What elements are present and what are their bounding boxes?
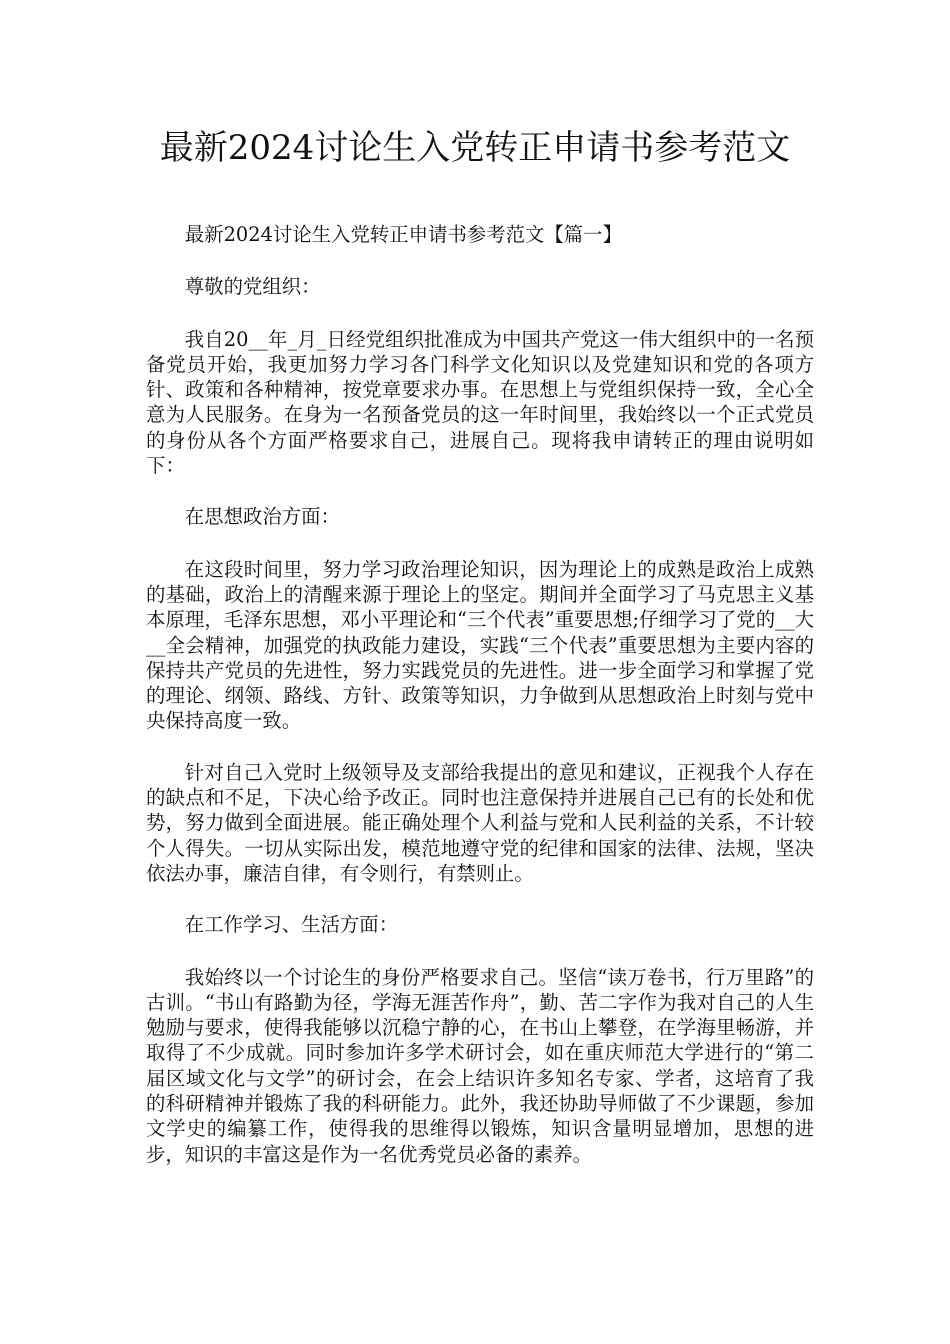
paragraph-intro: 我自20__年_月_日经党组织批准成为中国共产党这一伟大组织中的一名预备党员开始，我更加努力学习各门科学文化知识以及党建知识和党的各项方针、政策和各种精神，按党章要求办事。在思想上与党组织保持一致，全心全意为人民服务。在身为一名预备党员的这一年时间里，我始终以一个正式党员的身份从各个方面严格要求自己，进展自己。现将我申请转正的理由说明如下：	[146, 327, 814, 478]
subheading-political: 在思想政治方面：	[184, 505, 340, 529]
section-heading: 最新2024讨论生入党转正申请书参考范文【篇一】	[184, 223, 622, 246]
document-title: 最新2024讨论生入党转正申请书参考范文	[159, 128, 791, 168]
salutation: 尊敬的党组织：	[184, 275, 321, 299]
document-body	[146, 222, 814, 1193]
paragraph-self-improvement: 针对自己入党时上级领导及支部给我提出的意见和建议，正视我个人存在的缺点和不足，下决心给予改正。同时也注意保持并进展自己已有的长处和优势，努力做到全面进展。能正确处理个人利益与党和人民利益的关系，不计较个人得失。一切从实际出发，模范地遵守党的纪律和国家的法律、法规，坚决依法办事，廉洁自律，有令则行，有禁则止。	[146, 760, 814, 885]
paragraph-political-study: 在这段时间里，努力学习政治理论知识，因为理论上的成熟是政治上成熟的基础，政治上的清醒来源于理论上的坚定。期间并全面学习了马克思主义基本原理，毛泽东思想，邓小平理论和“三个代表”重要思想;仔细学习了党的__大__全会精神，加强党的执政能力建设，实践“三个代表”重要思想为主要内容的保持共产党员的先进性，努力实践党员的先进性。进一步全面学习和掌握了党的理论、纲领、路线、方针、政策等知识，力争做到从思想政治上时刻与党中央保持高度一致。	[146, 557, 814, 733]
subheading-work-study: 在工作学习、生活方面：	[184, 913, 399, 937]
paragraph-work-study: 我始终以一个讨论生的身份严格要求自己。坚信“读万卷书，行万里路”的古训。“书山有路勤为径，学海无涯苦作舟”，勤、苦二字作为我对自己的人生勉励与要求，使得我能够以沉稳宁静的心，在书山上攀登，在学海里畅游，并取得了不少成就。同时参加许多学术研讨会，如在重庆师范大学进行的“第二届区域文化与文学”的研讨会，在会上结识许多知名专家、学者，这培育了我的科研精神并锻炼了我的科研能力。此外，我还协助导师做了不少课题，参加文学史的编纂工作，使得我的思维得以锻炼，知识含量明显增加，思想的进步，知识的丰富这是作为一名优秀党员必备的素养。	[146, 965, 814, 1166]
